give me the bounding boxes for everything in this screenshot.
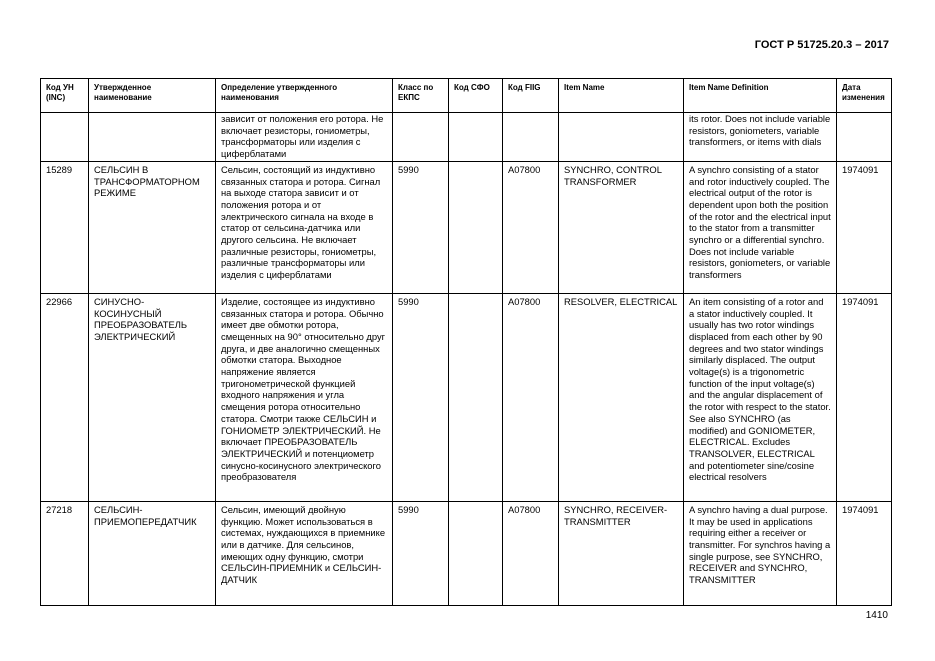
cell-fiig: A07800	[503, 501, 559, 605]
cell-fiig	[503, 113, 559, 162]
cell-sfo	[449, 293, 503, 501]
page-number: 1410	[865, 610, 888, 621]
cell-name-ru: СЕЛЬСИН В ТРАНСФОРМАТОРНОМ РЕЖИМЕ	[89, 161, 216, 293]
cell-item-name: SYNCHRO, RECEIVER-TRANSMITTER	[559, 501, 684, 605]
cell-name-ru	[89, 113, 216, 162]
cell-ekps: 5990	[393, 501, 449, 605]
column-header-date: Дата изменения	[837, 79, 892, 113]
column-header-definition-en: Item Name Definition	[684, 79, 837, 113]
cell-item-name: SYNCHRO, CONTROL TRANSFORMER	[559, 161, 684, 293]
cell-definition-ru: Сельсин, состоящий из индуктивно связанных статора и ротора. Сигнал на выходе статора зависит и от положения ротора и от электрического сигнала на входе в статор от сельсина-датчика или другого сельсина. Не включает различные резисторы, гониометры, различные трансформаторы или изделия с циферблатами	[216, 161, 393, 293]
document-title: ГОСТ Р 51725.20.3 – 2017	[754, 39, 889, 51]
cell-inc: 27218	[41, 501, 89, 605]
cell-definition-en: An item consisting of a rotor and a stator inductively coupled. It usually has two rotor windings displaced from each other by 90 degrees and two stator windings similarly displaced. The output voltage(s) is a trigonometric function of the input voltage(s) and the angular displacement of the rotor with respect to the stator. See also SYNCHRO (as modified) and GONIOMETER, ELECTRICAL. Excludes TRANSOLVER, ELECTRICAL and potentiometer sine/cosine electrical resolvers	[684, 293, 837, 501]
column-header-fiig: Код FIIG	[503, 79, 559, 113]
nomenclature-table	[40, 78, 892, 606]
cell-sfo	[449, 501, 503, 605]
cell-definition-ru: зависит от положения его ротора. Не включает резисторы, гониометры, трансформаторы или изделия с циферблатами	[216, 113, 393, 162]
cell-date	[837, 113, 892, 162]
cell-sfo	[449, 113, 503, 162]
cell-ekps	[393, 113, 449, 162]
cell-definition-en: A synchro having a dual purpose. It may be used in applications requiring either a receiver or transmitter. For synchros having a single purpose, see SYNCHRO, RECEIVER and SYNCHRO, TRANSMITTER	[684, 501, 837, 605]
cell-definition-ru: Изделие, состоящее из индуктивно связанных статора и ротора. Обычно имеет две обмотки ротора, смещенных на 90° относительно друг друга, и две аналогично смещенных обмотки статора. Выходное напряжение является тригонометрической функцией входного напряжения и угла смещения ротора относительно статора. Смотри также СЕЛЬСИН и ГОНИОМЕТР ЭЛЕКТРИЧЕСКИЙ. Не включает ПРЕОБРАЗОВАТЕЛЬ ЭЛЕКТРИЧЕСКИЙ и потенциометр синусно-косинусного электрического преобразователя	[216, 293, 393, 501]
cell-fiig: A07800	[503, 161, 559, 293]
cell-name-ru: СЕЛЬСИН-ПРИЕМОПЕРЕДАТЧИК	[89, 501, 216, 605]
table-row	[41, 501, 892, 605]
column-header-inc: Код УН (INC)	[41, 79, 89, 113]
cell-date: 1974091	[837, 293, 892, 501]
cell-inc: 15289	[41, 161, 89, 293]
cell-fiig: A07800	[503, 293, 559, 501]
cell-definition-ru: Сельсин, имеющий двойную функцию. Может использоваться в системах, нуждающихся в приемнике или в датчике. Для сельсинов, имеющих одну функцию, смотри СЕЛЬСИН-ПРИЕМНИК и СЕЛЬСИН-ДАТЧИК	[216, 501, 393, 605]
cell-item-name	[559, 113, 684, 162]
cell-date: 1974091	[837, 161, 892, 293]
cell-ekps: 5990	[393, 293, 449, 501]
column-header-ekps: Класс по ЕКПС	[393, 79, 449, 113]
cell-inc: 22966	[41, 293, 89, 501]
table-header-row	[41, 79, 892, 113]
cell-sfo	[449, 161, 503, 293]
column-header-item-name: Item Name	[559, 79, 684, 113]
cell-definition-en: A synchro consisting of a stator and rotor inductively coupled. The electrical output of the rotor is dependent upon both the position of the rotor and the electrical input to the stator from a transmitter synchro or a differential synchro. Does not include variable resistors, goniometers, or variable transformers	[684, 161, 837, 293]
cell-name-ru: СИНУСНО-КОСИНУСНЫЙ ПРЕОБРАЗОВАТЕЛЬ ЭЛЕКТРИЧЕСКИЙ	[89, 293, 216, 501]
table-row	[41, 161, 892, 293]
table-row	[41, 293, 892, 501]
cell-definition-en: its rotor. Does not include variable resistors, goniometers, variable transformers, or items with dials	[684, 113, 837, 162]
cell-inc	[41, 113, 89, 162]
cell-ekps: 5990	[393, 161, 449, 293]
column-header-name-ru: Утвержденное наименование	[89, 79, 216, 113]
column-header-definition-ru: Определение утвержденного наименования	[216, 79, 393, 113]
table-row	[41, 113, 892, 162]
column-header-sfo: Код СФО	[449, 79, 503, 113]
cell-item-name: RESOLVER, ELECTRICAL	[559, 293, 684, 501]
cell-date: 1974091	[837, 501, 892, 605]
